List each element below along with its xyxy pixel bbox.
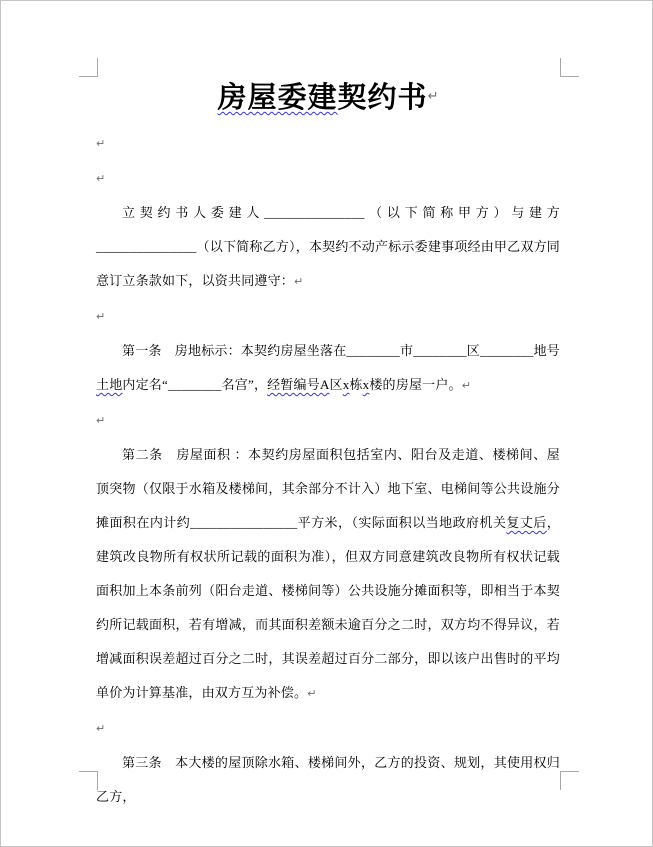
text-boundary-mark-bottom-right bbox=[560, 771, 579, 790]
pilcrow-mark: ↵ bbox=[96, 137, 106, 150]
text-segment: 立契约书人委建人_______________（以下简称甲方）与建方_______________（以下简称乙方），本契约不动产标示委建事项经由甲乙双方同意订立条款如下，以资共同遵守： bbox=[96, 205, 560, 288]
document-title[interactable] bbox=[96, 69, 560, 126]
pilcrow-mark: ↵ bbox=[461, 379, 471, 392]
text-segment: 契约书 bbox=[337, 82, 428, 114]
empty-paragraph[interactable] bbox=[96, 299, 560, 334]
pilcrow-mark: ↵ bbox=[307, 687, 317, 700]
spellcheck-flagged-text: 经暂编号A bbox=[267, 377, 330, 392]
text-segment: ，建筑改良物所有权状所记载的面积为准），但双方同意建筑改良物所有权状记载面积加上本条前列（阳台走道、楼梯间等）公共设施分摊面积等，即相当于本契约所记载面积，若有增减，而其面积差额未逾百分之二时，双方均不得异议，若增减面积误差超过百分之二时，其误差超过百分二部分，即以该户出售时的平均单价为计算基准，由双方互为补偿。 bbox=[96, 515, 560, 700]
empty-paragraph[interactable] bbox=[96, 711, 560, 746]
empty-paragraph[interactable] bbox=[96, 403, 560, 438]
text-segment: 第一条 房地标示：本契约房屋坐落在________市________区________地号 bbox=[122, 343, 561, 358]
spellcheck-flagged-text: 房屋委建 bbox=[217, 82, 338, 114]
text-segment: 第三条 本大楼的屋顶除水箱、楼梯间外，乙方的投资、规划，其使用权归乙方， bbox=[96, 755, 560, 804]
pilcrow-mark: ↵ bbox=[294, 275, 304, 288]
text-segment: 楼的房屋一户。 bbox=[369, 377, 462, 392]
paragraph[interactable] bbox=[96, 334, 560, 403]
document-text-area[interactable] bbox=[96, 69, 560, 814]
paragraph[interactable] bbox=[96, 196, 560, 299]
text-segment: 区 bbox=[329, 377, 343, 392]
pilcrow-mark: ↵ bbox=[96, 310, 106, 323]
pilcrow-mark: ↵ bbox=[96, 722, 106, 735]
spellcheck-flagged-text: x bbox=[342, 377, 350, 392]
empty-paragraph[interactable] bbox=[96, 126, 560, 161]
text-segment: 栋 bbox=[349, 377, 363, 392]
pilcrow-mark: ↵ bbox=[96, 172, 106, 185]
spellcheck-flagged-text: 复丈后 bbox=[506, 515, 547, 530]
paragraph[interactable] bbox=[96, 746, 560, 814]
paragraph[interactable] bbox=[96, 438, 560, 711]
text-segment: 第二条 房屋面积 ：本契约房屋面积包括室内、阳台及走道、楼梯间、屋顶突物（仅限于水箱及楼梯间，其余部分不计入）地下室、电梯间等公共设施分摊面积在内计约________________平方米，（实际面积以当地政府机关 bbox=[96, 447, 560, 530]
empty-paragraph[interactable] bbox=[96, 161, 560, 196]
spellcheck-flagged-text: 土地 bbox=[96, 377, 123, 392]
text-boundary-mark-top-right bbox=[560, 58, 579, 77]
spellcheck-flagged-text: x bbox=[362, 377, 370, 392]
pilcrow-mark: ↵ bbox=[96, 414, 106, 427]
text-segment: 内定名“________名宫”， bbox=[122, 377, 268, 392]
pilcrow-mark: ↵ bbox=[427, 89, 439, 104]
